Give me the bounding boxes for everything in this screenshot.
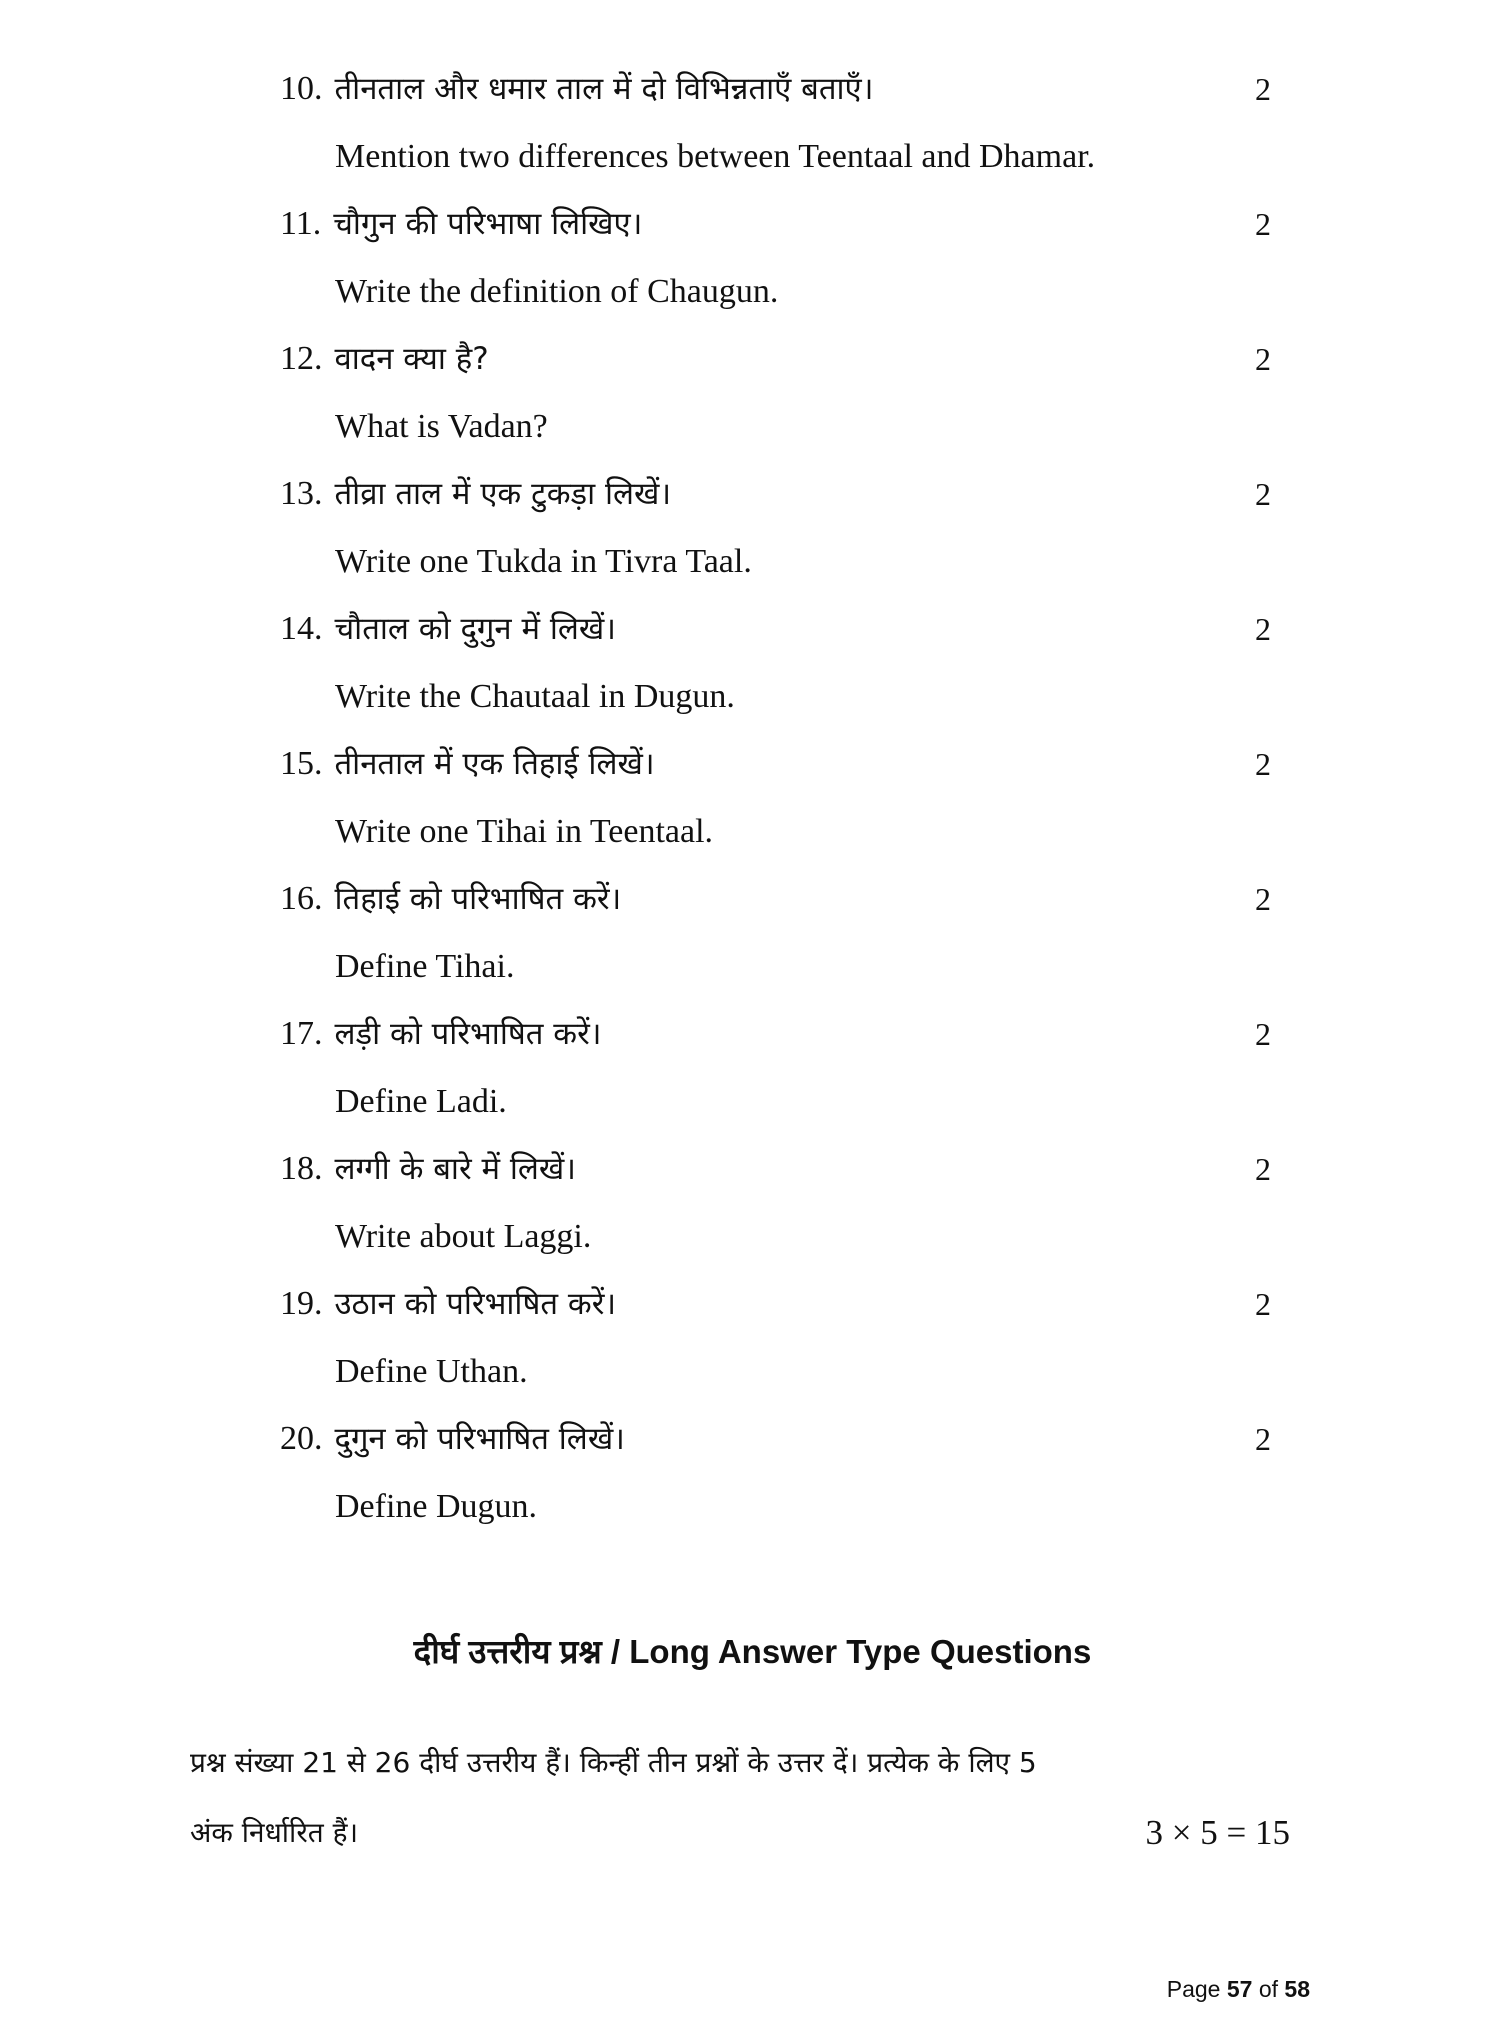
instruction-text-line2: अंक निर्धारित हैं।	[190, 1816, 359, 1849]
question-english: Define Tihai.	[335, 948, 515, 985]
question-hindi-text	[280, 332, 489, 386]
page-total: 58	[1284, 1976, 1310, 2002]
question-number: 12.	[280, 340, 323, 377]
question-hindi: लग्गी के बारे में लिखें।	[334, 1151, 577, 1187]
question-hindi: दुगुन को परिभाषित लिखें।	[334, 1421, 625, 1457]
question-english: Write the definition of Chaugun.	[335, 273, 779, 310]
question-item	[280, 332, 1310, 467]
question-marks: 2	[1255, 611, 1271, 647]
question-number: 15.	[280, 745, 323, 782]
question-hindi-text	[280, 1007, 602, 1061]
page-number-footer	[1167, 1976, 1310, 2003]
section-heading: दीर्घ उत्तरीय प्रश्न / Long Answer Type Questions	[413, 1633, 1092, 1670]
question-english: Write one Tukda in Tivra Taal.	[335, 543, 752, 580]
instruction-text-line1: प्रश्न संख्या 21 से 26 दीर्घ उत्तरीय हैं। किन्हीं तीन प्रश्नों के उत्तर दें। प्रत्येक के लिए 5	[190, 1746, 1037, 1779]
question-hindi: लड़ी को परिभाषित करें।	[334, 1016, 602, 1052]
question-hindi-text	[280, 872, 621, 926]
question-number: 19.	[280, 1285, 323, 1322]
question-hindi-text	[280, 467, 671, 521]
question-number: 10.	[280, 70, 323, 107]
question-english: Mention two differences between Teentaal and Dhamar.	[335, 138, 1096, 175]
page-of-label: of	[1258, 1976, 1279, 2002]
question-item	[280, 737, 1310, 872]
question-hindi-text	[280, 1142, 576, 1196]
question-hindi: तीव्रा ताल में एक टुकड़ा लिखें।	[334, 476, 672, 512]
question-number: 13.	[280, 475, 323, 512]
page-label: Page	[1166, 1976, 1221, 2002]
page-current: 57	[1226, 1976, 1253, 2002]
question-english: What is Vadan?	[335, 408, 548, 445]
question-item	[280, 197, 1310, 332]
question-hindi: वादन क्या है?	[334, 341, 489, 377]
question-item	[280, 1277, 1310, 1412]
question-marks: 2	[1255, 476, 1271, 512]
question-english: Write about Laggi.	[335, 1218, 592, 1255]
question-item	[280, 467, 1310, 602]
question-number: 20.	[280, 1420, 323, 1457]
question-item	[280, 872, 1310, 1007]
question-item	[280, 62, 1310, 197]
question-hindi-text	[280, 1277, 616, 1331]
question-hindi: उठान को परिभाषित करें।	[334, 1286, 617, 1322]
question-marks: 2	[1255, 1286, 1271, 1322]
question-english: Write the Chautaal in Dugun.	[335, 678, 735, 715]
question-number: 14.	[280, 610, 323, 647]
question-english: Define Uthan.	[335, 1353, 528, 1390]
question-hindi-text	[280, 602, 616, 656]
question-number: 18.	[280, 1150, 323, 1187]
question-hindi-text	[280, 737, 655, 791]
question-marks: 2	[1255, 1421, 1271, 1457]
question-english: Define Ladi.	[335, 1083, 507, 1120]
question-marks: 2	[1255, 1016, 1271, 1052]
question-hindi: तीनताल में एक तिहाई लिखें।	[334, 746, 655, 782]
question-english: Write one Tihai in Teentaal.	[335, 813, 714, 850]
question-marks: 2	[1255, 1151, 1271, 1187]
question-hindi-text	[280, 197, 642, 251]
question-number: 16.	[280, 880, 323, 917]
question-marks: 2	[1255, 746, 1271, 782]
question-hindi-text	[280, 62, 873, 116]
question-hindi: तिहाई को परिभाषित करें।	[334, 881, 622, 917]
question-item	[280, 602, 1310, 737]
question-item	[280, 1142, 1310, 1277]
marks-formula: 3 × 5 = 15	[1145, 1813, 1290, 1852]
question-hindi-text	[280, 1412, 625, 1466]
question-hindi: चौगुन की परिभाषा लिखिए।	[333, 206, 643, 242]
question-marks: 2	[1255, 881, 1271, 917]
question-marks: 2	[1255, 206, 1271, 242]
question-marks: 2	[1255, 341, 1271, 377]
question-number: 11.	[280, 205, 322, 242]
question-english: Define Dugun.	[335, 1488, 538, 1525]
question-item	[280, 1412, 1310, 1547]
short-answer-question-list	[280, 62, 1310, 1547]
question-item	[280, 1007, 1310, 1142]
question-marks: 2	[1255, 71, 1271, 107]
question-hindi: तीनताल और धमार ताल में दो विभिन्नताएँ बताएँ।	[334, 71, 874, 107]
question-hindi: चौताल को दुगुन में लिखें।	[334, 611, 616, 647]
question-number: 17.	[280, 1015, 323, 1052]
